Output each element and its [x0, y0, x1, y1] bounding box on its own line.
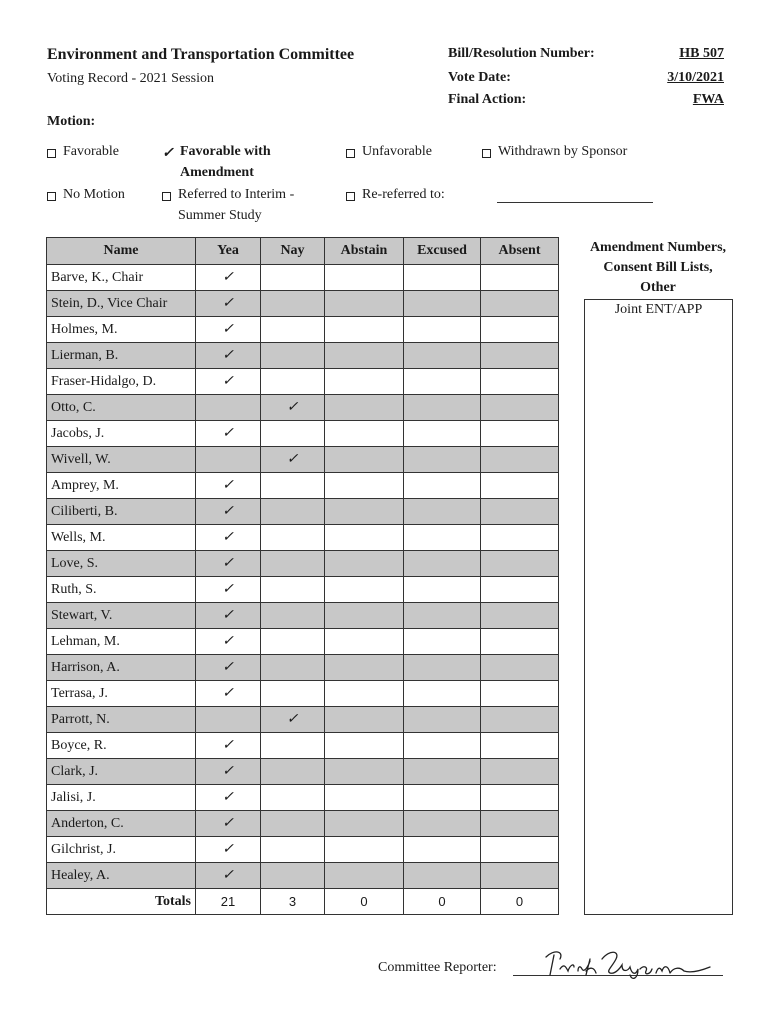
member-name: Boyce, R.: [47, 733, 196, 759]
member-name: Stewart, V.: [47, 603, 196, 629]
vote-cell-absent[interactable]: [481, 707, 559, 733]
vote-cell-abstain[interactable]: [325, 733, 404, 759]
vote-cell-absent[interactable]: [481, 447, 559, 473]
member-name: Stein, D., Vice Chair: [47, 291, 196, 317]
member-name: Anderton, C.: [47, 811, 196, 837]
vote-cell-abstain[interactable]: [325, 681, 404, 707]
final-action-label: Final Action:: [448, 92, 527, 107]
total-abstain: 0: [325, 889, 404, 915]
table-row: [47, 629, 559, 655]
vote-cell-yea[interactable]: ✓: [196, 291, 261, 317]
table-row: [47, 551, 559, 577]
member-name: Ruth, S.: [47, 577, 196, 603]
vote-cell-abstain[interactable]: [325, 499, 404, 525]
header-abstain: Abstain: [325, 238, 404, 265]
vote-cell-abstain[interactable]: [325, 291, 404, 317]
vote-cell-absent[interactable]: [481, 499, 559, 525]
vote-cell-abstain[interactable]: [325, 785, 404, 811]
vote-cell-excused[interactable]: [404, 603, 481, 629]
table-row: [47, 655, 559, 681]
vote-cell-excused[interactable]: [404, 499, 481, 525]
voting-record-table: [46, 237, 559, 915]
table-row: [47, 707, 559, 733]
vote-cell-excused[interactable]: [404, 863, 481, 889]
vote-cell-absent[interactable]: [481, 265, 559, 291]
vote-cell-absent[interactable]: [481, 863, 559, 889]
re-referred-blank-line[interactable]: [497, 202, 653, 203]
vote-cell-yea[interactable]: ✓: [196, 551, 261, 577]
vote-cell-excused[interactable]: [404, 707, 481, 733]
committee-reporter-label: Committee Reporter:: [378, 960, 497, 975]
vote-cell-nay[interactable]: [261, 473, 325, 499]
vote-cell-absent[interactable]: [481, 603, 559, 629]
vote-cell-excused[interactable]: [404, 577, 481, 603]
vote-cell-abstain[interactable]: [325, 265, 404, 291]
table-row: [47, 863, 559, 889]
vote-cell-absent[interactable]: [481, 811, 559, 837]
vote-cell-absent[interactable]: [481, 759, 559, 785]
table-row: [47, 395, 559, 421]
member-name: Lierman, B.: [47, 343, 196, 369]
table-row: [47, 759, 559, 785]
vote-cell-yea[interactable]: ✓: [196, 837, 261, 863]
vote-cell-nay[interactable]: [261, 551, 325, 577]
final-action-value: FWA: [692, 92, 724, 107]
total-yea: 21: [196, 889, 261, 915]
vote-cell-excused[interactable]: [404, 551, 481, 577]
vote-cell-excused[interactable]: [404, 473, 481, 499]
vote-cell-abstain[interactable]: [325, 863, 404, 889]
table-row: [47, 811, 559, 837]
vote-cell-yea[interactable]: ✓: [196, 317, 261, 343]
table-row: [47, 317, 559, 343]
bill-number-label: Bill/Resolution Number:: [448, 46, 595, 61]
vote-cell-absent[interactable]: [481, 317, 559, 343]
member-name: Ciliberti, B.: [47, 499, 196, 525]
vote-cell-excused[interactable]: [404, 681, 481, 707]
vote-cell-nay[interactable]: [261, 733, 325, 759]
vote-date-value: 3/10/2021: [667, 70, 724, 85]
header-absent: Absent: [481, 238, 559, 265]
committee-title: Environment and Transportation Committee: [47, 46, 355, 63]
vote-cell-excused[interactable]: [404, 369, 481, 395]
vote-cell-absent[interactable]: [481, 369, 559, 395]
vote-cell-yea[interactable]: ✓: [196, 499, 261, 525]
vote-cell-nay[interactable]: [261, 655, 325, 681]
vote-cell-abstain[interactable]: [325, 551, 404, 577]
vote-cell-excused[interactable]: [404, 811, 481, 837]
vote-cell-absent[interactable]: [481, 733, 559, 759]
member-name: Barve, K., Chair: [47, 265, 196, 291]
vote-cell-abstain[interactable]: [325, 759, 404, 785]
member-name: Otto, C.: [47, 395, 196, 421]
vote-cell-excused[interactable]: [404, 447, 481, 473]
vote-cell-abstain[interactable]: [325, 577, 404, 603]
table-row: [47, 733, 559, 759]
member-name: Terrasa, J.: [47, 681, 196, 707]
vote-cell-yea[interactable]: ✓: [196, 265, 261, 291]
vote-cell-abstain[interactable]: [325, 629, 404, 655]
vote-cell-nay[interactable]: [261, 369, 325, 395]
vote-cell-abstain[interactable]: [325, 395, 404, 421]
vote-cell-abstain[interactable]: [325, 447, 404, 473]
table-row: [47, 473, 559, 499]
member-name: Wells, M.: [47, 525, 196, 551]
member-name: Clark, J.: [47, 759, 196, 785]
amendment-item: Joint ENT/APP: [614, 302, 703, 317]
vote-cell-excused[interactable]: [404, 421, 481, 447]
member-name: Fraser-Hidalgo, D.: [47, 369, 196, 395]
member-name: Parrott, N.: [47, 707, 196, 733]
table-row: [47, 681, 559, 707]
checkbox-icon[interactable]: [47, 192, 56, 201]
vote-cell-nay[interactable]: ✓: [261, 447, 325, 473]
vote-cell-yea[interactable]: ✓: [196, 759, 261, 785]
vote-cell-yea[interactable]: [196, 447, 261, 473]
vote-cell-yea[interactable]: ✓: [196, 343, 261, 369]
member-name: Gilchrist, J.: [47, 837, 196, 863]
vote-cell-yea[interactable]: ✓: [196, 785, 261, 811]
vote-cell-abstain[interactable]: [325, 603, 404, 629]
vote-cell-absent[interactable]: [481, 551, 559, 577]
vote-cell-absent[interactable]: [481, 395, 559, 421]
checkbox-icon[interactable]: [162, 192, 171, 201]
vote-cell-abstain[interactable]: [325, 343, 404, 369]
vote-cell-absent[interactable]: [481, 343, 559, 369]
vote-cell-nay[interactable]: [261, 265, 325, 291]
vote-cell-yea[interactable]: ✓: [196, 681, 261, 707]
amendments-header: Amendment Numbers, Consent Bill Lists, Other: [589, 240, 727, 295]
vote-cell-abstain[interactable]: [325, 369, 404, 395]
vote-cell-excused[interactable]: [404, 785, 481, 811]
vote-cell-nay[interactable]: [261, 525, 325, 551]
vote-cell-absent[interactable]: [481, 473, 559, 499]
option-no-motion[interactable]: [47, 188, 125, 205]
vote-cell-excused[interactable]: [404, 343, 481, 369]
table-row: [47, 603, 559, 629]
vote-cell-nay[interactable]: ✓: [261, 707, 325, 733]
vote-cell-yea[interactable]: ✓: [196, 655, 261, 681]
table-row: [47, 421, 559, 447]
member-name: Love, S.: [47, 551, 196, 577]
header-name: Name: [47, 238, 196, 265]
vote-cell-abstain[interactable]: [325, 837, 404, 863]
member-name: Jalisi, J.: [47, 785, 196, 811]
vote-cell-excused[interactable]: [404, 525, 481, 551]
vote-cell-yea[interactable]: ✓: [196, 863, 261, 889]
vote-cell-abstain[interactable]: [325, 317, 404, 343]
vote-cell-nay[interactable]: [261, 577, 325, 603]
vote-cell-yea[interactable]: [196, 707, 261, 733]
totals-label: Totals: [47, 889, 196, 915]
vote-cell-yea[interactable]: ✓: [196, 525, 261, 551]
vote-cell-nay[interactable]: [261, 811, 325, 837]
option-favorable-with-amendment-label: Favorable with Amendment: [180, 144, 271, 180]
member-name: Healey, A.: [47, 863, 196, 889]
member-name: Lehman, M.: [47, 629, 196, 655]
header-excused: Excused: [404, 238, 481, 265]
vote-cell-excused[interactable]: [404, 655, 481, 681]
vote-cell-yea[interactable]: [196, 395, 261, 421]
table-row: [47, 447, 559, 473]
vote-cell-absent[interactable]: [481, 525, 559, 551]
option-referred-interim[interactable]: [162, 188, 322, 226]
vote-cell-nay[interactable]: [261, 863, 325, 889]
checkbox-icon[interactable]: [482, 149, 491, 158]
vote-cell-yea[interactable]: ✓: [196, 421, 261, 447]
option-re-referred[interactable]: [346, 188, 445, 205]
vote-cell-abstain[interactable]: [325, 525, 404, 551]
vote-cell-nay[interactable]: [261, 499, 325, 525]
vote-cell-yea[interactable]: ✓: [196, 733, 261, 759]
vote-cell-yea[interactable]: ✓: [196, 629, 261, 655]
header-yea: Yea: [196, 238, 261, 265]
member-name: Jacobs, J.: [47, 421, 196, 447]
checkmark-icon[interactable]: ✓: [162, 146, 174, 161]
header-nay: Nay: [261, 238, 325, 265]
vote-cell-nay[interactable]: [261, 343, 325, 369]
option-no-motion-label: No Motion: [63, 187, 125, 202]
option-referred-interim-label: Referred to Interim - Summer Study: [178, 187, 295, 223]
vote-cell-yea[interactable]: ✓: [196, 577, 261, 603]
member-name: Holmes, M.: [47, 317, 196, 343]
vote-cell-abstain[interactable]: [325, 655, 404, 681]
member-name: Harrison, A.: [47, 655, 196, 681]
vote-cell-nay[interactable]: [261, 785, 325, 811]
total-absent: 0: [481, 889, 559, 915]
member-name: Wivell, W.: [47, 447, 196, 473]
table-row: [47, 525, 559, 551]
option-favorable-label: Favorable: [63, 144, 119, 159]
option-re-referred-label: Re-referred to:: [362, 187, 445, 202]
vote-cell-absent[interactable]: [481, 291, 559, 317]
table-row: [47, 265, 559, 291]
vote-cell-nay[interactable]: [261, 759, 325, 785]
vote-cell-absent[interactable]: [481, 681, 559, 707]
motion-label: Motion:: [47, 114, 96, 129]
vote-cell-excused[interactable]: [404, 317, 481, 343]
bill-number-value: HB 507: [679, 46, 724, 61]
vote-cell-yea[interactable]: ✓: [196, 811, 261, 837]
vote-cell-excused[interactable]: [404, 837, 481, 863]
vote-cell-absent[interactable]: [481, 421, 559, 447]
vote-cell-excused[interactable]: [404, 395, 481, 421]
vote-cell-nay[interactable]: [261, 603, 325, 629]
vote-cell-nay[interactable]: [261, 681, 325, 707]
vote-cell-nay[interactable]: [261, 629, 325, 655]
table-row: [47, 499, 559, 525]
vote-cell-excused[interactable]: [404, 629, 481, 655]
vote-cell-excused[interactable]: [404, 291, 481, 317]
vote-cell-absent[interactable]: [481, 655, 559, 681]
vote-cell-abstain[interactable]: [325, 421, 404, 447]
vote-date-label: Vote Date:: [448, 70, 511, 85]
session-subtitle: Voting Record - 2021 Session: [47, 71, 214, 86]
vote-cell-nay[interactable]: [261, 421, 325, 447]
option-favorable[interactable]: [47, 145, 119, 162]
total-excused: 0: [404, 889, 481, 915]
table-row: [47, 577, 559, 603]
vote-cell-nay[interactable]: ✓: [261, 395, 325, 421]
option-unfavorable-label: Unfavorable: [362, 144, 432, 159]
table-row: [47, 343, 559, 369]
total-nay: 3: [261, 889, 325, 915]
vote-cell-abstain[interactable]: [325, 473, 404, 499]
option-withdrawn[interactable]: [482, 145, 627, 162]
checkbox-icon[interactable]: [346, 149, 355, 158]
vote-cell-abstain[interactable]: [325, 811, 404, 837]
vote-cell-yea[interactable]: ✓: [196, 603, 261, 629]
option-withdrawn-label: Withdrawn by Sponsor: [498, 144, 628, 159]
vote-cell-abstain[interactable]: [325, 707, 404, 733]
vote-cell-absent[interactable]: [481, 785, 559, 811]
vote-cell-nay[interactable]: [261, 837, 325, 863]
totals-row: [47, 889, 559, 915]
table-row: [47, 291, 559, 317]
vote-cell-excused[interactable]: [404, 733, 481, 759]
table-row: [47, 837, 559, 863]
amendments-box: [584, 299, 733, 915]
member-name: Amprey, M.: [47, 473, 196, 499]
checkbox-icon[interactable]: [346, 192, 355, 201]
vote-cell-yea[interactable]: ✓: [196, 369, 261, 395]
vote-cell-yea[interactable]: ✓: [196, 473, 261, 499]
vote-cell-nay[interactable]: [261, 291, 325, 317]
vote-cell-absent[interactable]: [481, 577, 559, 603]
reporter-signature: [540, 945, 725, 979]
table-row: [47, 369, 559, 395]
vote-cell-nay[interactable]: [261, 317, 325, 343]
vote-cell-excused[interactable]: [404, 265, 481, 291]
vote-cell-excused[interactable]: [404, 759, 481, 785]
vote-cell-absent[interactable]: [481, 837, 559, 863]
vote-cell-absent[interactable]: [481, 629, 559, 655]
table-row: [47, 785, 559, 811]
table-header-row: [47, 238, 559, 265]
option-unfavorable[interactable]: [346, 145, 432, 162]
option-favorable-with-amendment[interactable]: [162, 145, 292, 183]
checkbox-icon[interactable]: [47, 149, 56, 158]
